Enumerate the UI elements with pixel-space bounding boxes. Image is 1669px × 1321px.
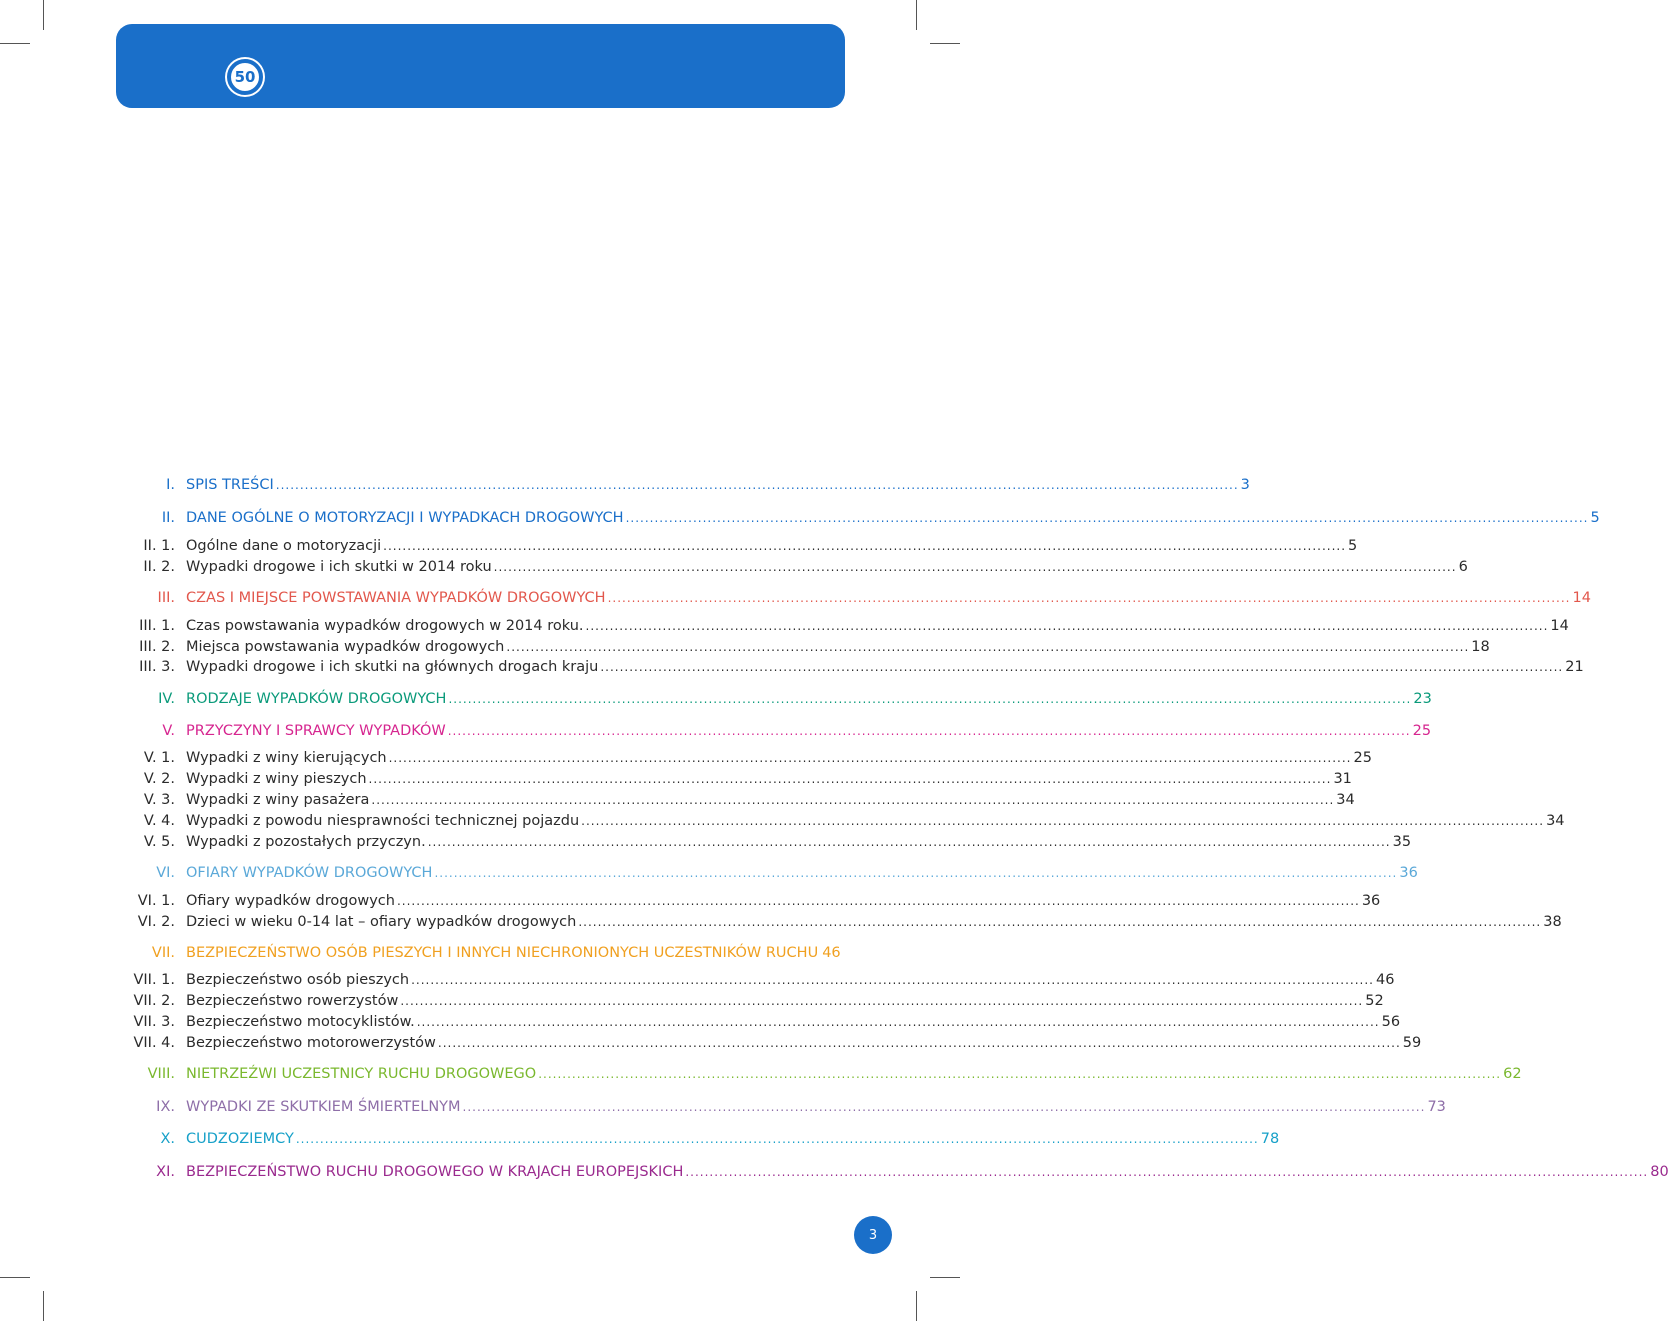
- toc-entry-number: V. 2.: [143, 771, 175, 787]
- toc-entry-title: Wypadki z powodu niesprawności technicznej pojazdu: [186, 813, 580, 829]
- toc-dot-leader: ........................................................................................................................................................................................................: [538, 1067, 1502, 1081]
- toc-entry[interactable]: [0, 721, 1432, 741]
- toc-dot-leader: ........................................................................................................................................................................................................: [416, 1015, 1380, 1029]
- toc-entry-number: X.: [160, 1131, 175, 1147]
- toc-dot-leader: ........................................................................................................................................................................................................: [447, 724, 1411, 738]
- toc-dot-leader: ........................................................................................................................................................................................................: [607, 591, 1571, 605]
- toc-entry-title: BEZPIECZEŃSTWO RUCHU DROGOWEGO W KRAJACH EUROPEJSKICH: [186, 1164, 684, 1180]
- toc-entry-number: II. 1.: [143, 538, 175, 554]
- toc-entry-title: CUDZOZIEMCY: [186, 1131, 294, 1147]
- toc-entry-title: Miejsca powstawania wypadków drogowych: [186, 639, 505, 655]
- toc-entry-number: VI.: [156, 865, 175, 881]
- toc-entry-link[interactable]: [186, 475, 1250, 495]
- toc-entry-page: 3: [1240, 477, 1250, 493]
- crop-mark-bl-v: [43, 1291, 44, 1321]
- toc-entry-link[interactable]: [186, 790, 1355, 810]
- toc-entry-page: 14: [1550, 618, 1569, 634]
- toc-entry-link[interactable]: [186, 1012, 1401, 1032]
- toc-entry-number: III.: [157, 590, 175, 606]
- toc-entry-number: VII. 3.: [133, 1014, 175, 1030]
- toc-entry[interactable]: [0, 1064, 1522, 1084]
- toc-entry-title: Wypadki drogowe i ich skutki w 2014 roku: [186, 559, 492, 575]
- toc-entry-page: 80: [1650, 1164, 1669, 1180]
- toc-entry[interactable]: [0, 943, 960, 963]
- page-number: 3: [868, 1227, 878, 1243]
- toc-entry[interactable]: [0, 1012, 1401, 1032]
- toc-entry-title: Bezpieczeństwo osób pieszych: [186, 972, 410, 988]
- speed-limit-value: 50: [234, 68, 256, 86]
- pedestrian-crossing-icon: [0, 266, 960, 300]
- toc-dot-leader: ........................................................................................................................................................................................................: [434, 866, 1398, 880]
- toc-entry[interactable]: [0, 689, 1432, 709]
- toc-entry-number: III. 3.: [139, 659, 175, 675]
- toc-entry-page: 34: [1546, 813, 1565, 829]
- toc-entry-link[interactable]: [186, 769, 1352, 789]
- toc-entry-title: Wypadki z winy pasażera: [186, 792, 370, 808]
- crop-mark-br-v: [916, 1291, 917, 1321]
- toc-entry-number: IV.: [158, 691, 175, 707]
- toc-entry-page: 36: [1399, 865, 1418, 881]
- toc-entry-link[interactable]: [186, 616, 1569, 636]
- toc-entry-title: Czas powstawania wypadków drogowych w 2014 roku.: [186, 618, 584, 634]
- toc-dot-leader: ........................................................................................................................................................................................................: [493, 560, 1457, 574]
- toc-entry-link[interactable]: [186, 891, 1381, 911]
- road-narrowing-icon: [0, 300, 960, 334]
- toc-entry-number: II. 2.: [143, 559, 175, 575]
- toc-entry-page: 46: [1375, 972, 1395, 988]
- toc-dot-leader: ........................................................................................................................................................................................................: [581, 814, 1545, 828]
- toc-entry-page: 38: [1543, 914, 1562, 930]
- toc-dot-leader: ........................................................................................................................................................................................................: [295, 1132, 1259, 1146]
- toc-entry-title: Wypadki z winy kierujących: [186, 750, 387, 766]
- toc-entry[interactable]: [0, 475, 1250, 495]
- sharp-curve-icon: [0, 198, 960, 232]
- toc-entry-link[interactable]: [186, 1129, 1280, 1149]
- toc-entry-title: Bezpieczeństwo motorowerzystów: [186, 1035, 436, 1051]
- toc-entry[interactable]: [0, 832, 1412, 852]
- toc-entry-link[interactable]: [186, 1033, 1422, 1053]
- toc-entry-number: VIII.: [147, 1066, 175, 1082]
- toc-entry[interactable]: [0, 891, 1381, 911]
- toc-entry-number: I.: [166, 477, 175, 493]
- toc-entry-link[interactable]: [186, 557, 1468, 577]
- toc-entry-link[interactable]: [186, 748, 1372, 768]
- skidding-car-icon: [0, 164, 960, 198]
- toc-dot-leader: ........................................................................................................................................................................................................: [685, 1165, 1649, 1179]
- crop-mark-tr-v: [916, 0, 917, 30]
- toc-entry-link[interactable]: [186, 912, 1562, 932]
- toc-entry-page: 23: [1413, 691, 1432, 707]
- toc-entry-page: 18: [1471, 639, 1490, 655]
- toc-entry-link[interactable]: [186, 721, 1432, 741]
- toc-entry-title: Bezpieczeństwo rowerzystów: [186, 993, 399, 1009]
- toc-entry-page: 21: [1565, 659, 1584, 675]
- toc-entry[interactable]: [0, 970, 1395, 990]
- toc-entry-link[interactable]: [186, 689, 1432, 709]
- toc-entry[interactable]: [0, 1162, 1669, 1182]
- toc-entry-number: XI.: [156, 1164, 175, 1180]
- toc-entry-link[interactable]: [186, 536, 1358, 556]
- toc-entry-page: 25: [1353, 750, 1372, 766]
- toc-dot-leader: ........................................................................................................................................................................................................: [371, 793, 1335, 807]
- toc-entry-page: 78: [1260, 1131, 1280, 1147]
- toc-entry-link[interactable]: [186, 991, 1384, 1011]
- toc-entry-number: V. 4.: [143, 813, 175, 829]
- toc-entry-title: NIETRZEŹWI UCZESTNICY RUCHU DROGOWEGO: [186, 1066, 537, 1082]
- toc-dot-leader: ........................................................................................................................................................................................................: [411, 973, 1374, 987]
- tree-icon: [0, 132, 960, 164]
- toc-entry-page: 5: [1590, 510, 1600, 526]
- toc-entry-title: Bezpieczeństwo motocyklistów.: [186, 1014, 415, 1030]
- crop-mark-bl-h: [0, 1277, 30, 1278]
- toc-entry-page: 36: [1361, 893, 1381, 909]
- toc-entry-title: Wypadki drogowe i ich skutki na głównych drogach kraju: [186, 659, 599, 675]
- toc-entry[interactable]: [0, 637, 1490, 657]
- toc-entry-title: BEZPIECZEŃSTWO OSÓB PIESZYCH I INNYCH NIECHRONIONYCH UCZESTNIKÓW RUCHU: [186, 945, 819, 961]
- toc-entry[interactable]: [0, 657, 1584, 677]
- toc-entry-link[interactable]: [186, 508, 1600, 528]
- toc-dot-leader: ........................................................................................................................................................................................................: [585, 619, 1549, 633]
- wild-animal-icon: [0, 232, 960, 266]
- toc-entry-link[interactable]: [186, 970, 1395, 990]
- toc-entry[interactable]: [0, 811, 1565, 831]
- speed-limit-50-icon: [227, 59, 263, 95]
- toc-entry-number: VII.: [151, 945, 175, 961]
- toc-dot-leader: ........................................................................................................................................................................................................: [625, 511, 1589, 525]
- toc-entry-number: VI. 1.: [137, 893, 175, 909]
- toc-entry-page: 46: [822, 945, 841, 961]
- toc-entry-page: 73: [1427, 1099, 1446, 1115]
- toc-entry-page: 6: [1458, 559, 1468, 575]
- toc-entry-page: 56: [1381, 1014, 1401, 1030]
- toc-entry-page: 34: [1336, 792, 1355, 808]
- toc-entry[interactable]: [0, 1129, 1280, 1149]
- toc-entry-number: V. 1.: [143, 750, 175, 766]
- toc-entry-number: III. 2.: [139, 639, 175, 655]
- toc-dot-leader: ........................................................................................................................................................................................................: [275, 478, 1239, 492]
- toc-entry[interactable]: [0, 790, 1355, 810]
- toc-entry-title: OFIARY WYPADKÓW DROGOWYCH: [186, 865, 433, 881]
- toc-dot-leader: ........................................................................................................................................................................................................: [388, 751, 1352, 765]
- toc-entry-title: DANE OGÓLNE O MOTORYZACJI I WYPADKACH DROGOWYCH: [186, 510, 624, 526]
- toc-entry-page: 31: [1333, 771, 1352, 787]
- header-banner: [116, 24, 845, 108]
- toc-entry-title: RODZAJE WYPADKÓW DROGOWYCH: [186, 691, 447, 707]
- toc-entry-title: Dzieci w wieku 0-14 lat – ofiary wypadków drogowych: [186, 914, 577, 930]
- toc-entry[interactable]: [0, 991, 1384, 1011]
- toc-entry-number: V.: [162, 723, 175, 739]
- toc-entry[interactable]: [0, 912, 1562, 932]
- toc-entry-title: SPIS TREŚCI: [186, 477, 274, 493]
- toc-entry-link[interactable]: [186, 943, 841, 963]
- toc-entry-link[interactable]: [186, 637, 1490, 657]
- toc-entry[interactable]: [0, 1033, 1422, 1053]
- toc-entry-title: WYPADKI ZE SKUTKIEM ŚMIERTELNYM: [186, 1099, 461, 1115]
- toc-entry-link[interactable]: [186, 1064, 1522, 1084]
- toc-dot-leader: ........................................................................................................................................................................................................: [506, 640, 1470, 654]
- toc-dot-leader: ........................................................................................................................................................................................................: [462, 1100, 1426, 1114]
- toc-entry-page: 25: [1412, 723, 1432, 739]
- toc-entry-number: III. 1.: [139, 618, 175, 634]
- toc-entry-title: Ofiary wypadków drogowych: [186, 893, 395, 909]
- toc-entry[interactable]: [0, 769, 1352, 789]
- toc-entry[interactable]: [0, 1097, 1446, 1117]
- toc-entry-number: II.: [161, 510, 175, 526]
- crop-mark-br-h: [930, 1277, 960, 1278]
- toc-entry-link[interactable]: [186, 588, 1591, 608]
- toc-entry-link[interactable]: [186, 1097, 1446, 1117]
- toc-entry-number: VII. 1.: [133, 972, 175, 988]
- toc-entry-title: PRZYCZYNY I SPRAWCY WYPADKÓW: [186, 723, 446, 739]
- toc-entry-number: V. 3.: [143, 792, 175, 808]
- toc-entry[interactable]: [0, 588, 1591, 608]
- toc-dot-leader: ........................................................................................................................................................................................................: [448, 692, 1412, 706]
- toc-entry-title: Wypadki z winy pieszych: [186, 771, 367, 787]
- crop-mark-tl-v: [43, 0, 44, 30]
- toc-dot-leader: ........................................................................................................................................................................................................: [578, 915, 1542, 929]
- toc-entry[interactable]: [0, 616, 1569, 636]
- crop-mark-tl-h: [0, 43, 30, 44]
- toc-entry-page: 59: [1402, 1035, 1422, 1051]
- toc-dot-leader: ........................................................................................................................................................................................................: [427, 835, 1391, 849]
- toc-entry-title: CZAS I MIEJSCE POWSTAWANIA WYPADKÓW DROGOWYCH: [186, 590, 606, 606]
- toc-dot-leader: ........................................................................................................................................................................................................: [383, 539, 1347, 553]
- toc-entry-page: 14: [1572, 590, 1591, 606]
- toc-entry[interactable]: [0, 508, 1600, 528]
- toc-entry-page: 62: [1503, 1066, 1522, 1082]
- toc-entry-link[interactable]: [186, 863, 1418, 883]
- toc-entry-number: IX.: [156, 1099, 175, 1115]
- toc-entry[interactable]: [0, 748, 1372, 768]
- toc-entry-page: 35: [1392, 834, 1412, 850]
- toc-dot-leader: ........................................................................................................................................................................................................: [396, 894, 1360, 908]
- toc-entry-number: VI. 2.: [137, 914, 175, 930]
- crop-mark-tr-h: [930, 43, 960, 44]
- toc-dot-leader: ........................................................................................................................................................................................................: [368, 772, 1332, 786]
- toc-entry-page: 52: [1365, 993, 1384, 1009]
- page-number-badge: [854, 1216, 892, 1254]
- toc-entry-title: Ogólne dane o motoryzacji: [186, 538, 382, 554]
- toc-entry-link[interactable]: [186, 811, 1565, 831]
- toc-entry-number: VII. 4.: [133, 1035, 175, 1051]
- toc-entry-link[interactable]: [186, 832, 1412, 852]
- toc-entry-page: 5: [1348, 538, 1358, 554]
- toc-entry-number: VII. 2.: [133, 993, 175, 1009]
- toc-dot-leader: ........................................................................................................................................................................................................: [437, 1036, 1401, 1050]
- toc-entry-link[interactable]: [186, 657, 1584, 677]
- toc-entry[interactable]: [0, 557, 1468, 577]
- toc-entry[interactable]: [0, 863, 1418, 883]
- toc-entry-link[interactable]: [186, 1162, 1669, 1182]
- toc-dot-leader: ........................................................................................................................................................................................................: [600, 660, 1564, 674]
- toc-entry-number: V. 5.: [143, 834, 175, 850]
- toc-entry[interactable]: [0, 536, 1358, 556]
- toc-dot-leader: ........................................................................................................................................................................................................: [400, 994, 1364, 1008]
- toc-entry-title: Wypadki z pozostałych przyczyn.: [186, 834, 426, 850]
